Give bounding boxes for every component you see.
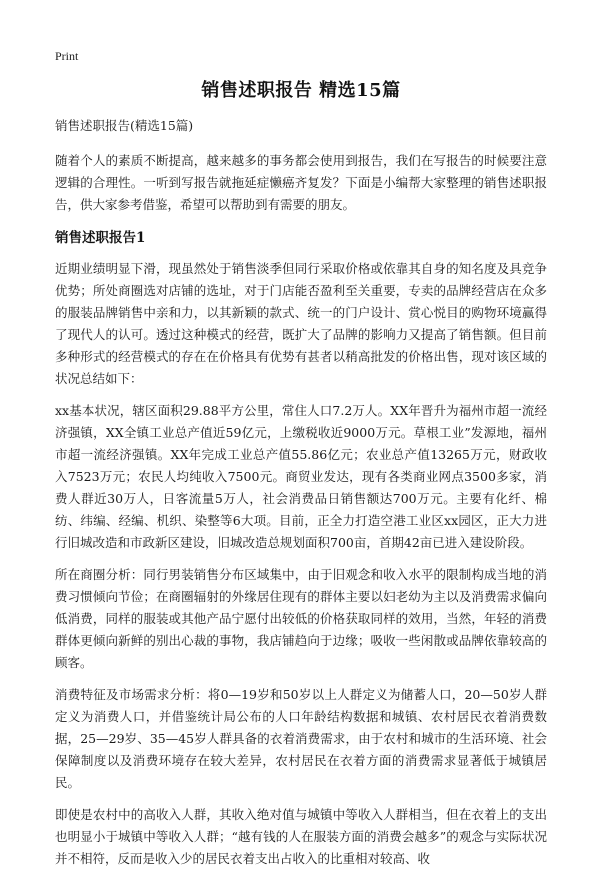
document-subtitle: 销售述职报告(精选15篇) (55, 118, 194, 133)
body-paragraph-1: 近期业绩明显下滑，现虽然处于销售淡季但同行采取价格或依靠其自身的知名度及具竞争优势；所处商圈选对店铺的选址，对于门店能否盈利至关重要，专卖的品牌经营店在众多的服装品牌销售中亲和力，以其新颖的款式、统一的门户设计、赏心悦目的购物环境赢得了现代人的认可。透过这种模式的经营，既扩大了品牌的影响力又提高了销售额。但目前多种形式的经营模式的存在在价格具有优势有甚者以稍高批发的价格出售，现对该区域的状况总结如下： (55, 261, 547, 386)
section-heading: 销售述职报告1 (55, 230, 146, 246)
body-paragraph-5: 即使是农村中的高收入人群，其收入绝对值与城镇中等收入人群相当，但在衣着上的支出也明显小于城镇中等收入人群；“越有钱的人在服装方面的消费会越多”的观念与实际状况并不相符，反而是收入少的居民衣着支出占收入的比重相对较高、收 (55, 807, 547, 866)
body-paragraph-3: 所在商圈分析：同行男装销售分布区域集中，由于旧观念和收入水平的限制构成当地的消费习惯倾向节俭；在商圈辐射的外缘居住现有的群体主要以妇老幼为主以及消费需求偏向低消费，同样的服装或其他产品宁愿付出较低的价格获取同样的效用，当然，年轻的消费群体更倾向新鲜的别出心裁的事物，我店铺趋向于边缘；吸收一些闲散或品牌依靠较高的顾客。 (55, 567, 547, 670)
page-title: 销售述职报告 精选15篇 (201, 80, 401, 101)
document-page (55, 76, 547, 880)
print-link[interactable]: Print (55, 49, 79, 63)
body-paragraph-2: xx基本状况，辖区面积29.88平方公里，常住人口7.2万人。XX年晋升为福州市超一流经济强镇，XX全镇工业总产值近59亿元，上缴税收近9000万元。草根工业”发源地，福州市超一流经济强镇。XX年完成工业总产值55.86亿元；农业总产值13265万元，财政收入7523万元；农民人均纯收入7500元。商贸业发达，现有各类商业网点3500多家，消费人群近30万人，日客流量5万人，社会消费品日销售额达700万元。主要有化纤、棉纺、纬编、经编、机织、染整等6大项。目前，正全力打造空港工业区xx园区，正大力进行旧城改造和市政新区建设，旧城改造总规划面积700亩，首期42亩已进入建设阶段。 (55, 403, 547, 550)
body-paragraph-4: 消费特征及市场需求分析：将0—19岁和50岁以上人群定义为储蓄人口，20—50岁人群定义为消费人口，并借鉴统计局公布的人口年龄结构数据和城镇、农村居民衣着消费数据，25—29岁、35—45岁人群具备的衣着消费需求，由于农村和城市的生活环境、社会保障制度以及消费环境存在较大差异，农村居民在衣着方面的消费需求显著低于城镇居民。 (55, 687, 547, 790)
intro-paragraph: 随着个人的素质不断提高，越来越多的事务都会使用到报告，我们在写报告的时候要注意逻辑的合理性。一听到写报告就拖延症懒癌齐复发？下面是小编帮大家整理的销售述职报告，供大家参考借鉴，希望可以帮助到有需要的朋友。 (55, 153, 547, 212)
